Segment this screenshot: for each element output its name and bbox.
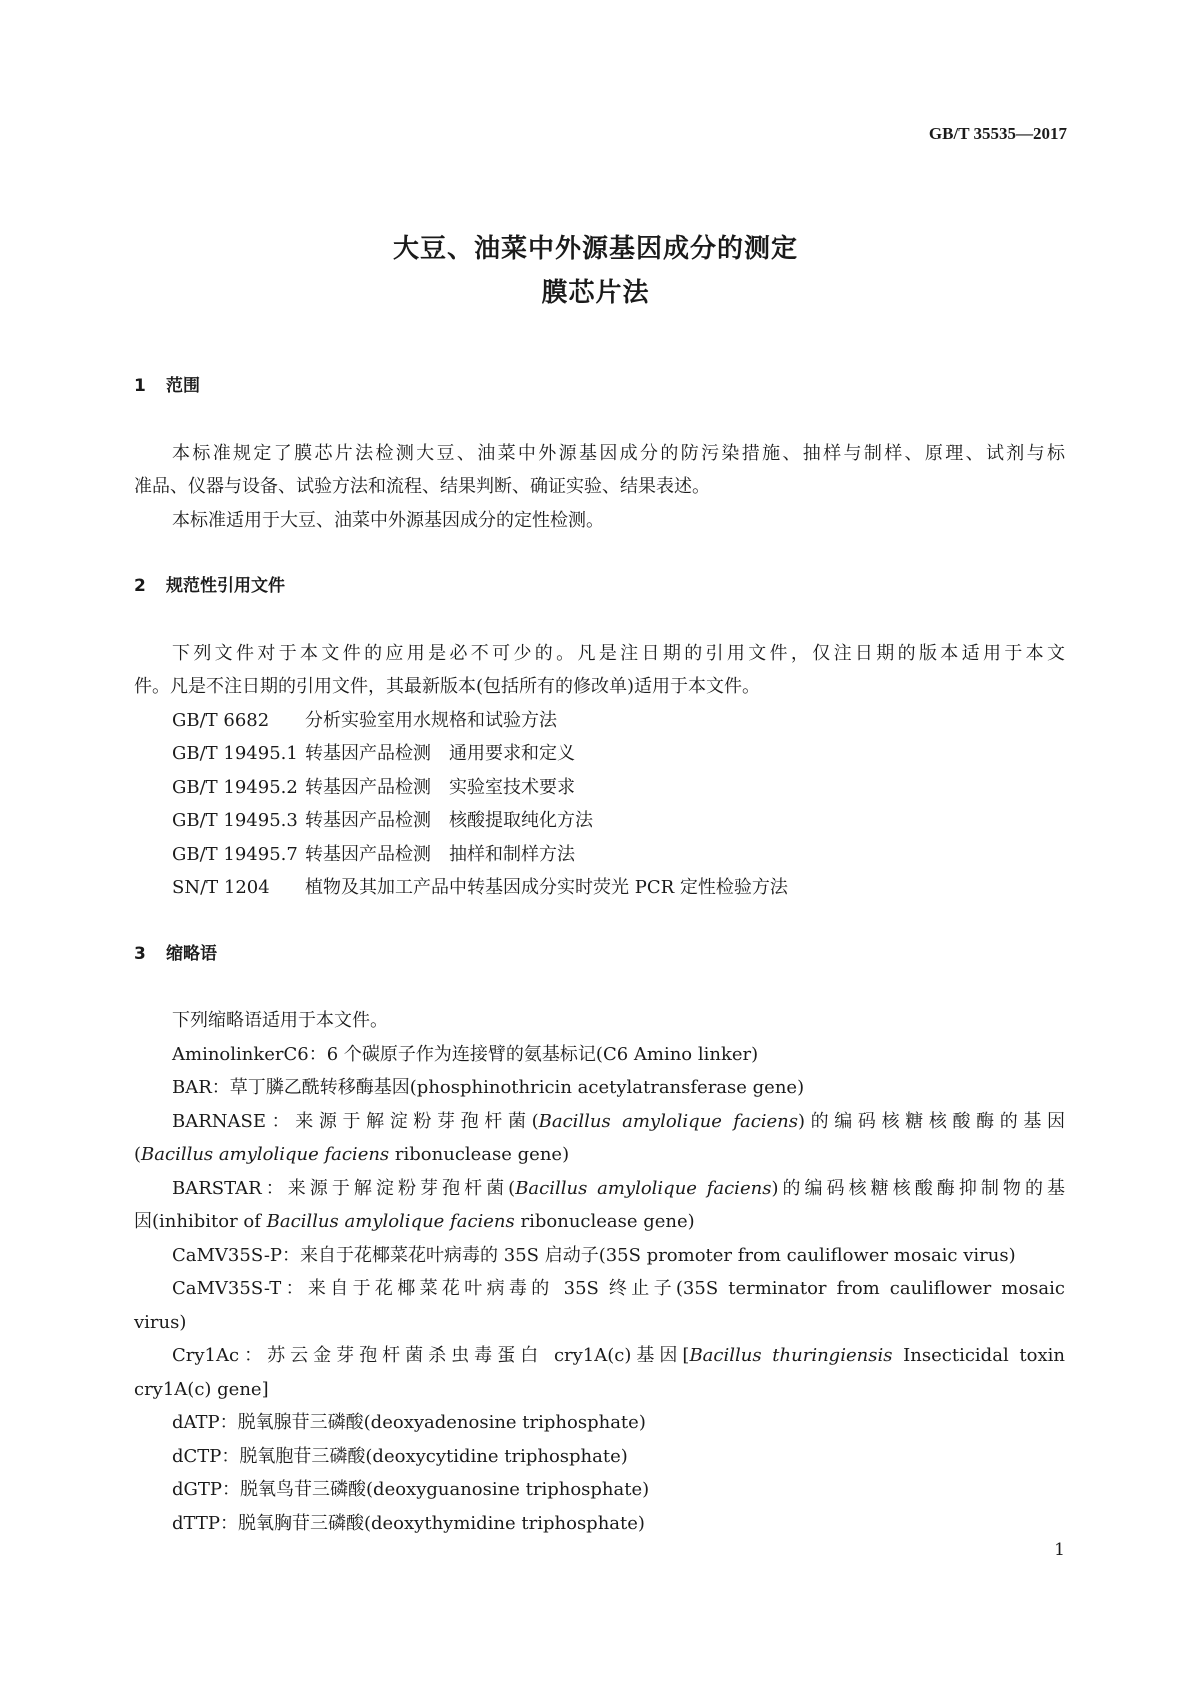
- section-title: 缩略语: [166, 943, 217, 964]
- document-subtitle: 膜芯片法: [541, 278, 650, 308]
- paragraph: [134, 1038, 1065, 1072]
- text-line: [134, 1473, 1065, 1507]
- text-run: 件。凡是不注日期的引用文件，其最新版本(包括所有的修改单)适用于本文件。: [134, 676, 761, 697]
- reference-title: 转基因产品检测 通用要求和定义: [305, 743, 575, 764]
- standard-number: GB/T 35535—2017: [928, 124, 1067, 143]
- text-line: [134, 1172, 1065, 1206]
- paragraph: [134, 1339, 1065, 1406]
- italic-term: Bacillus amylolique faciens: [266, 1211, 515, 1232]
- text-line: [134, 1272, 1065, 1306]
- text-line: [134, 504, 1065, 538]
- paragraph: [134, 437, 1065, 504]
- text-run: CaMV35S-T：来自于花椰菜花叶病毒的 35S 终止子(35S terminator from cauliflower mosaic: [172, 1278, 1065, 1299]
- text-line: [134, 1004, 1065, 1038]
- text-run: BARSTAR：来源于解淀粉芽孢杆菌(: [172, 1177, 516, 1199]
- paragraph: [134, 504, 1065, 538]
- text-run: 准品、仪器与设备、试验方法和流程、结果判断、确证实验、结果表述。: [134, 476, 710, 497]
- text-line: [134, 1038, 1065, 1072]
- spacer: [134, 604, 1065, 637]
- reference-item: [134, 871, 1065, 905]
- italic-term: Bacillus amylolique faciens: [141, 1144, 390, 1165]
- paragraph: [134, 1440, 1065, 1474]
- text-line: [134, 1440, 1065, 1474]
- text-line: [134, 1406, 1065, 1440]
- section-heading: [134, 938, 1065, 972]
- text-line: [134, 1373, 1065, 1407]
- text-line: [134, 1105, 1065, 1139]
- reference-code: SN/T 1204: [172, 877, 270, 898]
- italic-term: Bacillus amylolique faciens: [538, 1110, 799, 1132]
- text-run: ribonuclease gene): [514, 1211, 695, 1232]
- reference-code: GB/T 19495.2: [172, 776, 298, 798]
- text-line: [134, 637, 1065, 671]
- document-title: 大豆、油菜中外源基因成分的测定: [392, 234, 798, 264]
- text-run: 下列文件对于本文件的应用是必不可少的。凡是注日期的引用文件，仅注日期的版本适用于本文: [172, 642, 1065, 664]
- text-run: virus): [134, 1311, 187, 1333]
- reference-title: 转基因产品检测 实验室技术要求: [305, 776, 575, 798]
- document-body: [134, 370, 1065, 1540]
- reference-title: 转基因产品检测 核酸提取纯化方法: [305, 810, 593, 831]
- text-run: AminolinkerC6：6 个碳原子作为连接臂的氨基标记(C6 Amino linker): [172, 1043, 759, 1065]
- paragraph: [134, 1239, 1065, 1273]
- text-run: Cry1Ac：苏云金芽孢杆菌杀虫毒蛋白 cry1A(c)基因[: [172, 1345, 690, 1366]
- text-run: 本标准适用于大豆、油菜中外源基因成分的定性检测。: [172, 509, 604, 531]
- text-run: Insecticidal toxin: [892, 1345, 1066, 1366]
- reference-code: GB/T 19495.1: [172, 743, 298, 764]
- paragraph: [134, 1406, 1065, 1440]
- paragraph: [134, 1172, 1065, 1239]
- text-line: [134, 437, 1065, 471]
- text-run: dATP：脱氧腺苷三磷酸(deoxyadenosine triphosphate): [172, 1412, 646, 1433]
- reference-code: GB/T 19495.7: [172, 843, 298, 865]
- section-title: 规范性引用文件: [166, 576, 285, 596]
- text-run: )的编码核糖核酸酶抑制物的基: [771, 1177, 1065, 1199]
- section-number: 1: [134, 376, 146, 396]
- section-heading: [134, 370, 1065, 404]
- text-line: [134, 1138, 1065, 1172]
- section-heading: [134, 570, 1065, 604]
- paragraph: [134, 1473, 1065, 1507]
- text-line: [134, 1205, 1065, 1239]
- reference-title: 分析实验室用水规格和试验方法: [305, 709, 557, 731]
- text-line: [134, 1071, 1065, 1105]
- text-run: CaMV35S-P：来自于花椰菜花叶病毒的 35S 启动子(35S promoter from cauliflower mosaic virus): [172, 1244, 1016, 1266]
- reference-code: GB/T 19495.3: [172, 810, 298, 831]
- section-title: 范围: [166, 376, 200, 396]
- text-run: BAR：草丁膦乙酰转移酶基因(phosphinothricin acetylatransferase gene): [172, 1077, 805, 1098]
- section-number: 3: [134, 943, 146, 964]
- reference-item: [134, 838, 1065, 872]
- reference-title: 转基因产品检测 抽样和制样方法: [305, 843, 575, 865]
- text-run: ribonuclease gene): [389, 1144, 570, 1165]
- reference-title: 植物及其加工产品中转基因成分实时荧光 PCR 定性检验方法: [305, 877, 788, 898]
- spacer: [134, 537, 1065, 570]
- italic-term: Bacillus thuringiensis: [689, 1345, 893, 1366]
- text-run: )的编码核糖核酸酶的基因: [798, 1110, 1065, 1132]
- text-run: 本标准规定了膜芯片法检测大豆、油菜中外源基因成分的防污染措施、抽样与制样、原理、试剂与标: [172, 442, 1065, 464]
- text-run: cry1A(c) gene]: [134, 1378, 269, 1400]
- paragraph: [134, 1105, 1065, 1172]
- reference-item: [134, 804, 1065, 838]
- reference-item: [134, 704, 1065, 738]
- spacer: [134, 404, 1065, 437]
- text-run: 因(inhibitor of: [134, 1211, 267, 1232]
- spacer: [134, 905, 1065, 938]
- text-run: dGTP：脱氧鸟苷三磷酸(deoxyguanosine triphosphate): [172, 1479, 650, 1500]
- paragraph: [134, 1004, 1065, 1038]
- text-line: [134, 1507, 1065, 1541]
- text-run: BARNASE：来源于解淀粉芽孢杆菌(: [172, 1110, 539, 1132]
- paragraph: [134, 1507, 1065, 1541]
- text-line: [134, 470, 1065, 504]
- reference-code: GB/T 6682: [172, 709, 270, 731]
- text-line: [134, 1306, 1065, 1340]
- paragraph: [134, 1071, 1065, 1105]
- reference-item: [134, 771, 1065, 805]
- italic-term: Bacillus amylolique faciens: [515, 1177, 772, 1199]
- text-run: 下列缩略语适用于本文件。: [172, 1010, 388, 1031]
- text-run: (: [134, 1144, 142, 1165]
- text-line: [134, 1239, 1065, 1273]
- section-number: 2: [134, 576, 146, 596]
- text-line: [134, 1339, 1065, 1373]
- text-run: dCTP：脱氧胞苷三磷酸(deoxycytidine triphosphate): [172, 1445, 628, 1467]
- text-line: [134, 670, 1065, 704]
- reference-item: [134, 737, 1065, 771]
- page-number: 1: [1054, 1540, 1065, 1560]
- spacer: [134, 971, 1065, 1004]
- paragraph: [134, 637, 1065, 704]
- paragraph: [134, 1272, 1065, 1339]
- text-run: dTTP：脱氧胸苷三磷酸(deoxythymidine triphosphate): [172, 1512, 645, 1534]
